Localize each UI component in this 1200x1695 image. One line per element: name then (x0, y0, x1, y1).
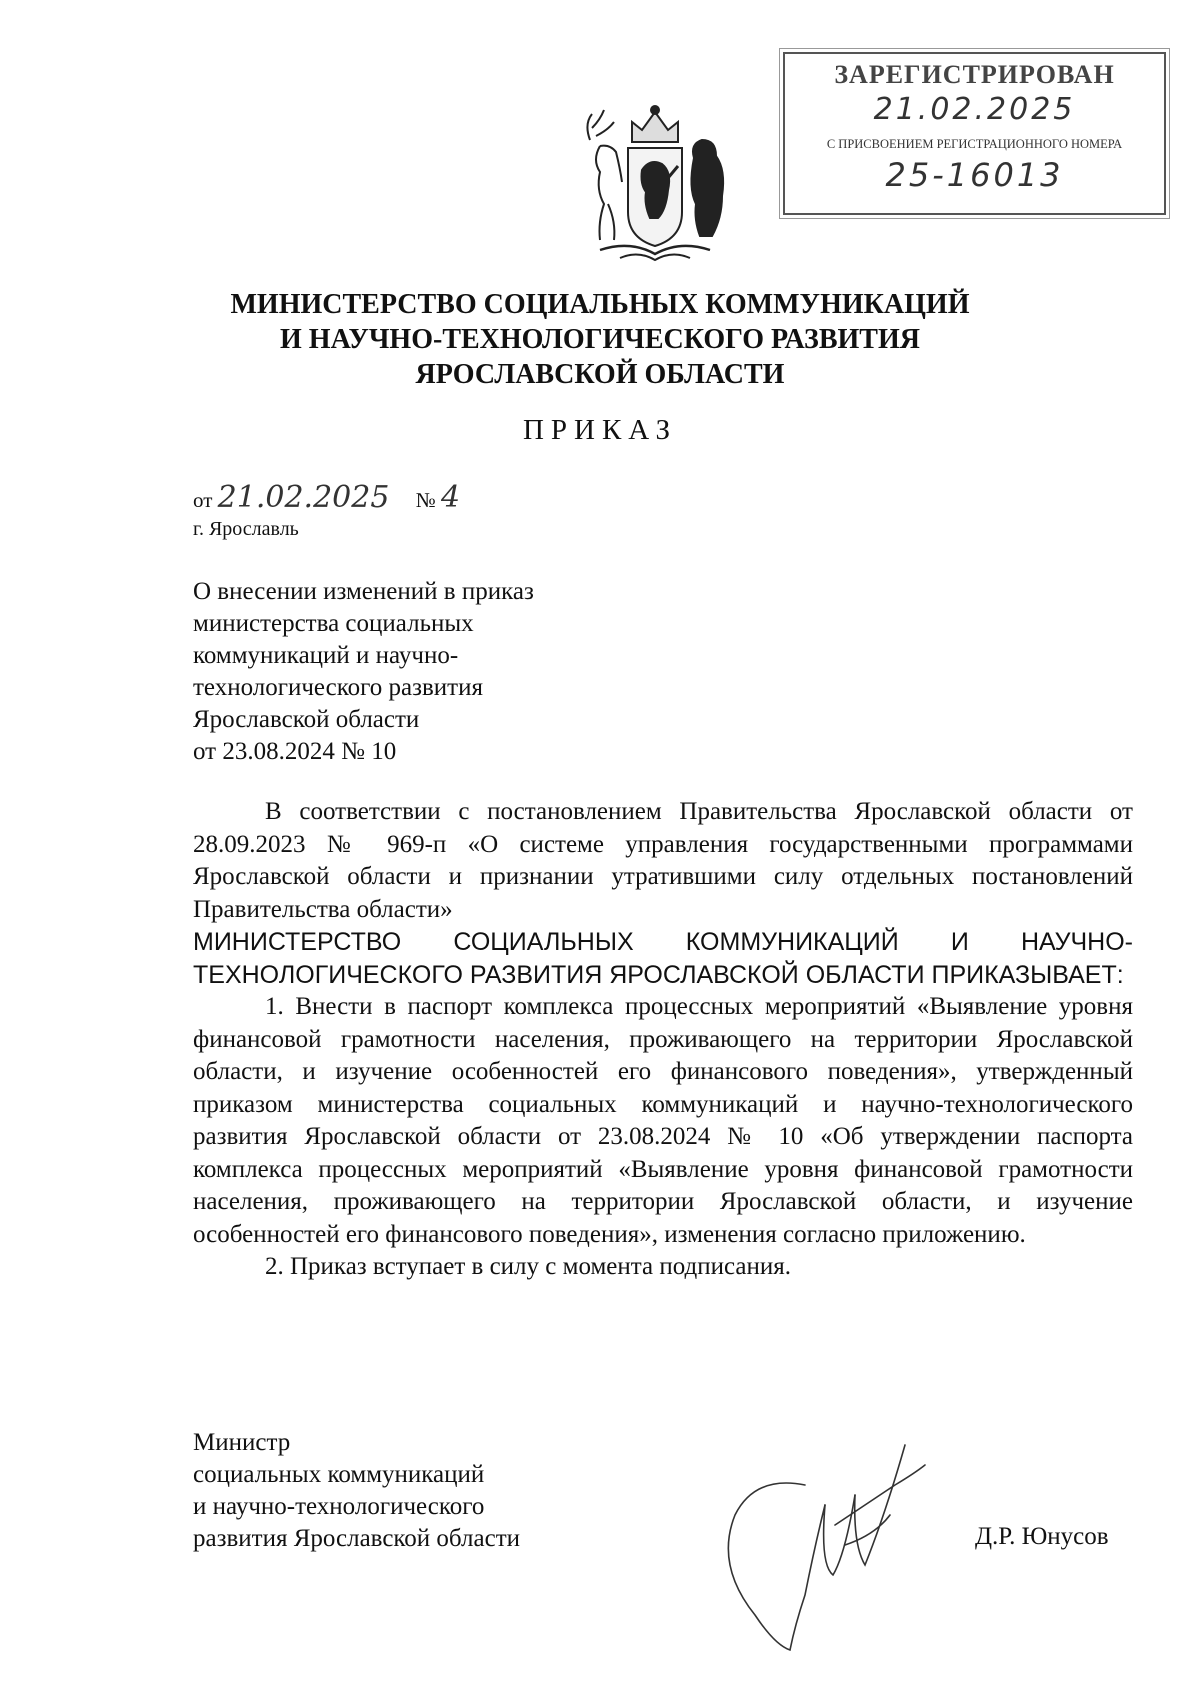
from-label: от (193, 488, 213, 512)
stamp-title: ЗАРЕГИСТРИРОВАН (834, 60, 1115, 89)
heading-line-3: ЯРОСЛАВСКОЙ ОБЛАСТИ (415, 359, 785, 390)
subject-line: министерства социальных (193, 610, 474, 637)
ministry-heading (0, 287, 1200, 392)
stamp-subtitle: С ПРИСВОЕНИЕМ РЕГИСТРАЦИОННОГО НОМЕРА (826, 137, 1123, 151)
signatory-name: Д.Р. Юнусов (975, 1523, 1109, 1550)
city: г. Ярославль (193, 518, 299, 540)
signatory-title (193, 1427, 520, 1555)
document-type: ПРИКАЗ (522, 414, 678, 446)
subject-line: О внесении изменений в приказ (193, 578, 534, 605)
handwritten-date: 21.02.2025 (217, 480, 390, 515)
orders-paragraph: МИНИСТЕРСТВО СОЦИАЛЬНЫХ КОММУНИКАЦИЙ И НАУЧНО-ТЕХНОЛОГИЧЕСКОГО РАЗВИТИЯ ЯРОСЛАВСКОЙ ОБЛАСТИ ПРИКАЗЫВАЕТ: (193, 928, 1133, 989)
coat-of-arms-icon (570, 100, 740, 270)
signatory-title-line: Министр (193, 1429, 291, 1456)
document-body (193, 796, 1133, 1284)
preamble-paragraph: В соответствии с постановлением Правительства Ярославской области от 28.09.2023 № 969-п «О системе управления государственными программами Ярославской области и признании утратившими силу отдельных постановлений Правительства области» (193, 798, 1133, 923)
signatory-title-line: социальных коммуникаций (193, 1461, 485, 1488)
heading-line-2: И НАУЧНО-ТЕХНОЛОГИЧЕСКОГО РАЗВИТИЯ (280, 324, 920, 355)
subject-line: коммуникаций и научно- (193, 642, 459, 669)
number-label: № (415, 488, 436, 512)
subject-line: технологического развития (193, 674, 483, 701)
document-subject (193, 576, 534, 768)
subject-line: Ярославской области (193, 706, 420, 733)
stamp-date: 21.02.2025 (873, 92, 1076, 127)
signatory-title-line: и научно-технологического (193, 1493, 485, 1520)
heading-line-1: МИНИСТЕРСТВО СОЦИАЛЬНЫХ КОММУНИКАЦИЙ (230, 289, 970, 320)
item-1-paragraph: 1. Внести в паспорт комплекса процессных мероприятий «Выявление уровня финансовой грамотности населения, проживающего на территории Ярославской области, и изучение особенностей его финансового поведения», утвержденный приказом министерства социальных коммуникаций и научно-технологического развития Ярославской области от 23.08.2024 № 10 «Об утверждении паспорта комплекса процессных мероприятий «Выявление уровня финансовой грамотности населения, проживающего на территории Ярославской области, и изучение особенностей его финансового поведения», изменения согласно приложению. (193, 993, 1133, 1248)
handwritten-number: 4 (440, 480, 461, 515)
signatory-title-line: развития Ярославской области (193, 1525, 521, 1552)
registration-stamp (783, 52, 1166, 215)
handwritten-signature (715, 1425, 965, 1660)
stamp-number: 25-16013 (885, 156, 1064, 194)
subject-line: от 23.08.2024 № 10 (193, 738, 397, 765)
item-2-paragraph: 2. Приказ вступает в силу с момента подписания. (265, 1253, 791, 1280)
order-date-number (193, 480, 460, 515)
